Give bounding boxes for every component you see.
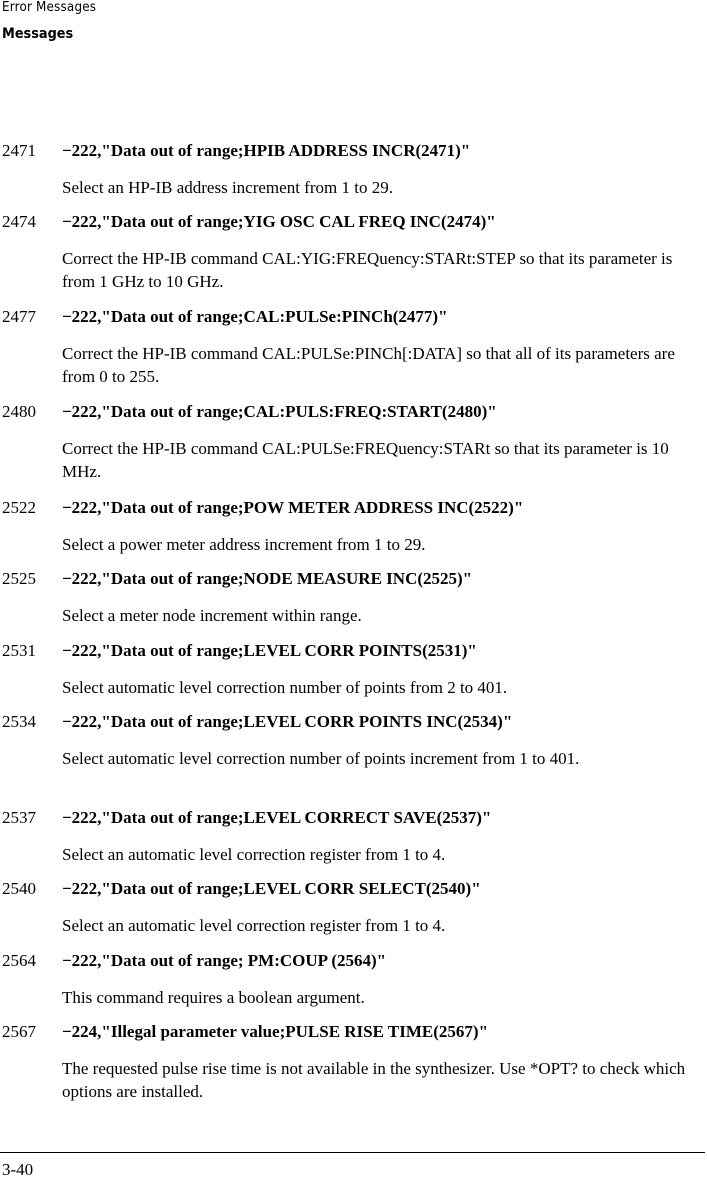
error-description: Select an automatic level correction register from 1 to 4. (62, 916, 446, 935)
error-code: 2540 (2, 879, 36, 898)
error-code: 2477 (2, 307, 36, 326)
error-description: Correct the HP-IB command CAL:PULSe:PINCh[:DATA] so that all of its parameters are from 0 to 255. (62, 344, 675, 386)
error-message: −222,"Data out of range;LEVEL CORR POINTS(2531)" (62, 641, 477, 660)
error-description: Select an automatic level correction register from 1 to 4. (62, 845, 446, 864)
error-message: −224,"Illegal parameter value;PULSE RISE TIME(2567)" (62, 1022, 489, 1041)
error-message: −222,"Data out of range;YIG OSC CAL FREQ INC(2474)" (62, 212, 496, 231)
error-code: 2537 (2, 808, 36, 827)
error-description: Select a meter node increment within range. (62, 606, 362, 625)
error-message: −222,"Data out of range;HPIB ADDRESS INCR(2471)" (62, 141, 471, 160)
error-description: Select automatic level correction number of points from 2 to 401. (62, 678, 508, 697)
error-code: 2534 (2, 712, 36, 731)
error-description: Select a power meter address increment from 1 to 29. (62, 535, 426, 554)
error-message: −222,"Data out of range;LEVEL CORR POINTS INC(2534)" (62, 712, 513, 731)
error-description: Correct the HP-IB command CAL:PULSe:FREQuency:STARt so that its parameter is 10 MHz. (62, 439, 669, 481)
error-code: 2471 (2, 141, 36, 160)
error-code: 2525 (2, 569, 36, 588)
footer-divider (0, 1152, 705, 1153)
page-number: 3-40 (2, 1160, 34, 1179)
error-message: −222,"Data out of range;LEVEL CORR SELECT(2540)" (62, 879, 481, 898)
error-code: 2522 (2, 498, 36, 517)
error-message: −222,"Data out of range;NODE MEASURE INC(2525)" (62, 569, 473, 588)
error-code: 2564 (2, 951, 36, 970)
error-message: −222,"Data out of range; PM:COUP (2564)" (62, 951, 387, 970)
error-code: 2531 (2, 641, 36, 660)
chapter-title: Error Messages (2, 0, 97, 15)
error-message: −222,"Data out of range;LEVEL CORRECT SAVE(2537)" (62, 808, 492, 827)
error-message: −222,"Data out of range;CAL:PULS:FREQ:START(2480)" (62, 402, 497, 421)
error-description: Correct the HP-IB command CAL:YIG:FREQuency:STARt:STEP so that its parameter is from 1 GHz to 10 GHz. (62, 249, 673, 291)
section-title: Messages (2, 26, 74, 42)
error-code: 2480 (2, 402, 36, 421)
error-description: Select automatic level correction number of points increment from 1 to 401. (62, 749, 580, 768)
error-description: Select an HP-IB address increment from 1 to 29. (62, 178, 393, 197)
error-message: −222,"Data out of range;POW METER ADDRESS INC(2522)" (62, 498, 524, 517)
error-description: This command requires a boolean argument. (62, 988, 365, 1007)
error-message: −222,"Data out of range;CAL:PULSe:PINCh(2477)" (62, 307, 448, 326)
error-description: The requested pulse rise time is not available in the synthesizer. Use *OPT? to check which options are installed. (62, 1059, 686, 1101)
error-code: 2567 (2, 1022, 36, 1041)
error-code: 2474 (2, 212, 36, 231)
